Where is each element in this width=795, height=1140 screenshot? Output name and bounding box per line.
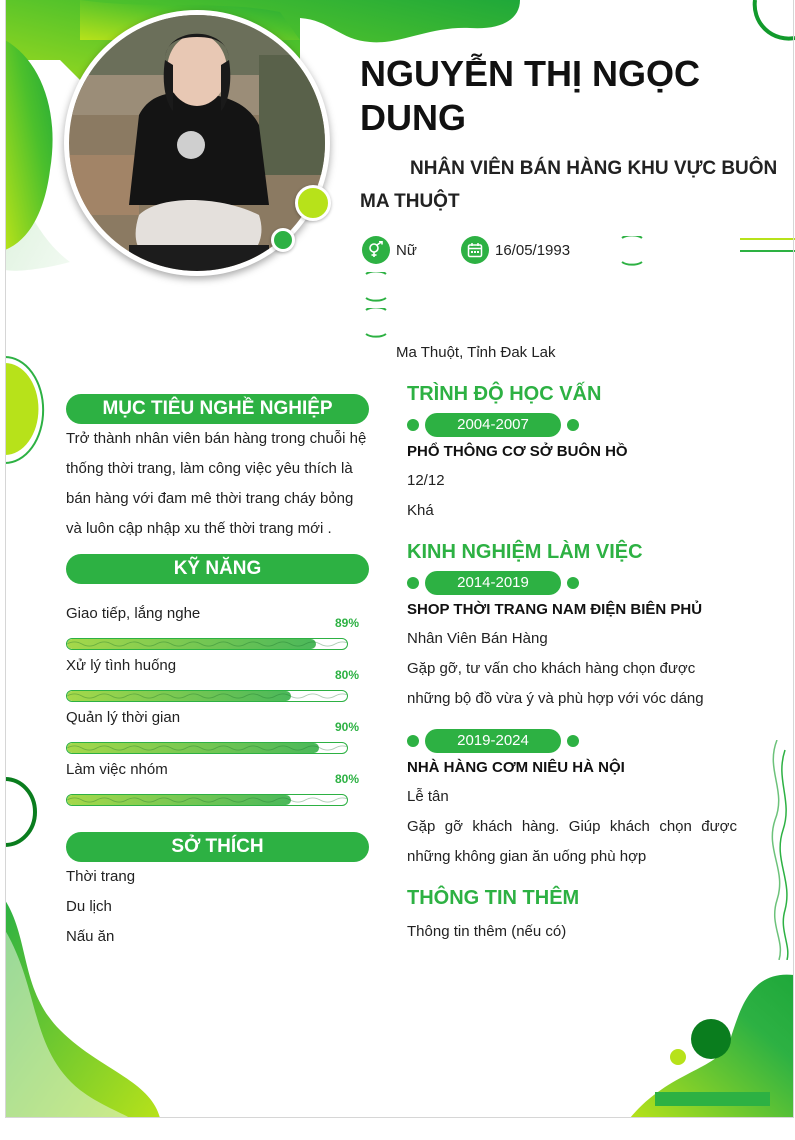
job-description: Gặp gỡ khách hàng. Giúp khách chọn được những không gian ăn uống phù hợp [407,818,737,865]
address-value: Ma Thuột, Tỉnh Đak Lak [396,344,556,361]
birthday-value: 16/05/1993 [495,241,571,259]
job-role: Lễ tân [407,788,449,805]
experience-heading: KINH NGHIỆM LÀM VIỆC [407,541,643,563]
gender-icon [362,236,390,264]
experience-period: 2019-2024 [425,729,561,753]
skills-heading: KỸ NĂNG [66,554,369,584]
bottom-right-wave-shape [630,970,795,1118]
gender-row [362,236,417,264]
company-name: NHÀ HÀNG CƠM NIÊU HÀ NỘI [407,759,625,776]
experience-period: 2014-2019 [425,571,561,595]
location-icon-fragment [362,308,390,338]
calendar-icon [461,236,489,264]
school-grade: 12/12 [407,472,445,489]
left-ring-shape [0,775,45,850]
skill-bar-wave [67,795,347,805]
job-role: Nhân Viên Bán Hàng [407,630,548,647]
candidate-name: NGUYỄN THỊ NGỌC DUNG [360,53,701,138]
skill-name: Quản lý thời gian [66,709,181,726]
avatar-accent-dot-large [295,185,331,221]
skill-bar-wave [67,691,347,701]
experience-date-row [407,729,579,753]
school-name: PHỔ THÔNG CƠ SỞ BUÔN HỒ [407,443,628,460]
objective-heading: MỤC TIÊU NGHỀ NGHIỆP [66,394,369,424]
skill-bar [66,742,348,754]
timeline-dot [407,577,419,589]
company-name: SHOP THỜI TRANG NAM ĐIỆN BIÊN PHỦ [407,601,703,618]
objective-text: Trở thành nhân viên bán hàng trong chuỗi hệ thống thời trang, làm công việc yêu thích là bán hàng với đam mê thời trang cháy bỏng và luôn cập nhập xu thế thời trang mới . [66,430,367,537]
school-rank: Khá [407,502,434,519]
skill-bar [66,690,348,702]
right-squiggle-shape [765,740,795,960]
hobby-item: Thời trang [66,868,136,885]
left-half-circle-shape [0,355,45,465]
skill-name: Xử lý tình huống [66,657,177,674]
right-lines-shape [740,236,795,256]
timeline-dot [567,735,579,747]
skill-bar [66,638,348,650]
hobby-item: Du lịch [66,898,112,915]
timeline-dot [407,735,419,747]
job-position: NHÂN VIÊN BÁN HÀNG KHU VỰC BUÔN MA THUỘT [360,158,778,212]
extra-info-heading: THÔNG TIN THÊM [407,887,580,909]
timeline-dot [567,577,579,589]
skill-name: Làm việc nhóm [66,761,168,778]
skill-percent: 80% [334,668,359,682]
skill-percent: 90% [334,720,359,734]
extra-info-text: Thông tin thêm (nếu có) [407,923,567,940]
job-description: Gặp gỡ, tư vấn cho khách hàng chọn được những bộ đồ vừa ý và phù hợp với vóc dáng [407,660,704,707]
top-right-ring-shape [745,0,795,45]
skill-name: Giao tiếp, lắng nghe [66,605,201,622]
skill-bar-wave [67,639,347,649]
education-heading: TRÌNH ĐỘ HỌC VẤN [407,383,602,405]
birthday-row [461,236,570,264]
hobbies-heading: SỞ THÍCH [66,832,369,862]
email-icon-fragment [362,272,390,302]
avatar-accent-dot-small [271,228,295,252]
gender-value: Nữ [396,241,417,259]
hobby-item: Nấu ăn [66,928,115,945]
timeline-dot [407,419,419,431]
education-date-row [407,413,579,437]
skill-bar [66,794,348,806]
education-period: 2004-2007 [425,413,561,437]
phone-icon-fragment [618,236,646,266]
skill-percent: 80% [334,772,359,786]
experience-date-row [407,571,579,595]
skill-bar-wave [67,743,347,753]
timeline-dot [567,419,579,431]
skill-percent: 89% [334,616,359,630]
